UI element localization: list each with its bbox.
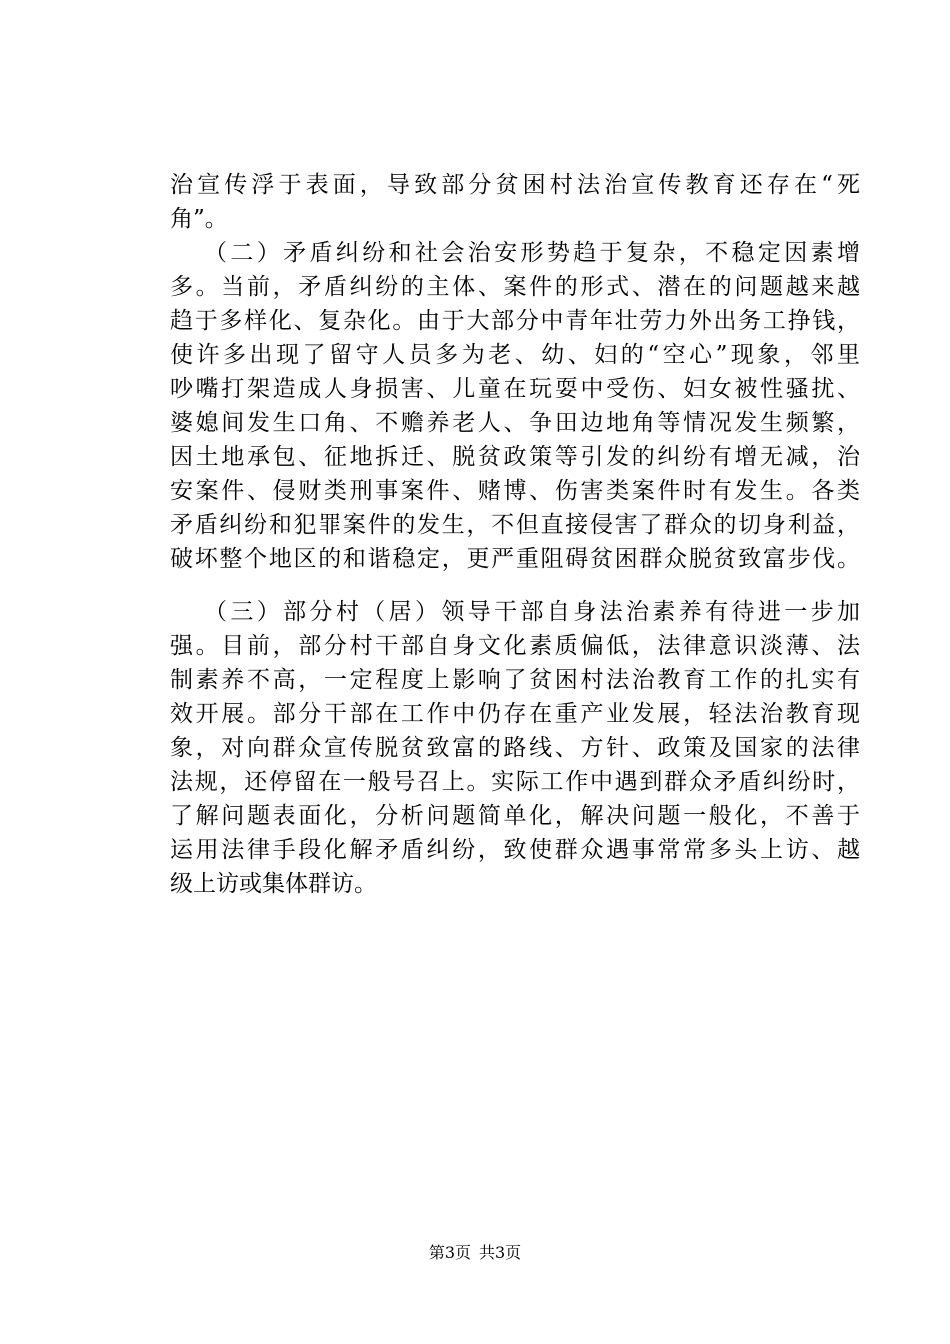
paragraph-3: [170, 595, 860, 901]
text-line: 了解问题表面化，分析问题简单化，解决问题一般化，不善于: [170, 803, 860, 829]
text-line: 运用法律手段化解矛盾纠纷，致使群众遇事常常多头上访、越: [170, 837, 860, 863]
text-line: 治宣传浮于表面，导致部分贫困村法治宣传教育还存在“死: [170, 172, 860, 198]
text-line: 因土地承包、征地拆迁、脱贫政策等引发的纠纷有增无减，治: [170, 444, 860, 470]
paragraph-1: [170, 168, 860, 236]
paragraph-2: [170, 236, 860, 576]
text-line: 安案件、侵财类刑事案件、赌博、伤害类案件时有发生。各类: [170, 478, 860, 504]
text-line: （三）部分村（居）领导干部自身法治素养有待进一步加: [204, 599, 860, 625]
text-line: （二）矛盾纠纷和社会治安形势趋于复杂，不稳定因素增: [204, 240, 860, 266]
text-line: 强。目前，部分村干部自身文化素质偏低，法律意识淡薄、法: [170, 633, 860, 659]
text-line: 多。当前，矛盾纠纷的主体、案件的形式、潜在的问题越来越: [170, 274, 860, 300]
text-line: 效开展。部分干部在工作中仍存在重产业发展，轻法治教育现: [170, 701, 860, 727]
text-line: 使许多出现了留守人员多为老、幼、妇的“空心”现象，邻里: [170, 342, 860, 368]
text-line: 吵嘴打架造成人身损害、儿童在玩耍中受伤、妇女被性骚扰、: [170, 376, 860, 402]
text-line: 矛盾纠纷和犯罪案件的发生，不但直接侵害了群众的切身利益，: [170, 512, 860, 538]
text-line: 婆媳间发生口角、不赡养老人、争田边地角等情况发生频繁，: [170, 410, 860, 436]
page-footer: [0, 1243, 950, 1263]
text-line: 角”。: [170, 206, 228, 232]
page-number: 第3页: [428, 1243, 471, 1262]
page-total: 共3页: [479, 1243, 522, 1262]
text-line: 破坏整个地区的和谐稳定，更严重阻碍贫困群众脱贫致富步伐。: [170, 546, 860, 572]
text-line: 法规，还停留在一般号召上。实际工作中遇到群众矛盾纠纷时，: [170, 769, 860, 795]
text-line: 级上访或集体群访。: [170, 871, 377, 897]
paragraph-spacer: [170, 576, 860, 595]
document-body: [170, 168, 860, 901]
text-line: 制素养不高，一定程度上影响了贫困村法治教育工作的扎实有: [170, 667, 860, 693]
text-line: 象，对向群众宣传脱贫致富的路线、方针、政策及国家的法律: [170, 735, 860, 761]
text-line: 趋于多样化、复杂化。由于大部分中青年壮劳力外出务工挣钱，: [170, 308, 860, 334]
